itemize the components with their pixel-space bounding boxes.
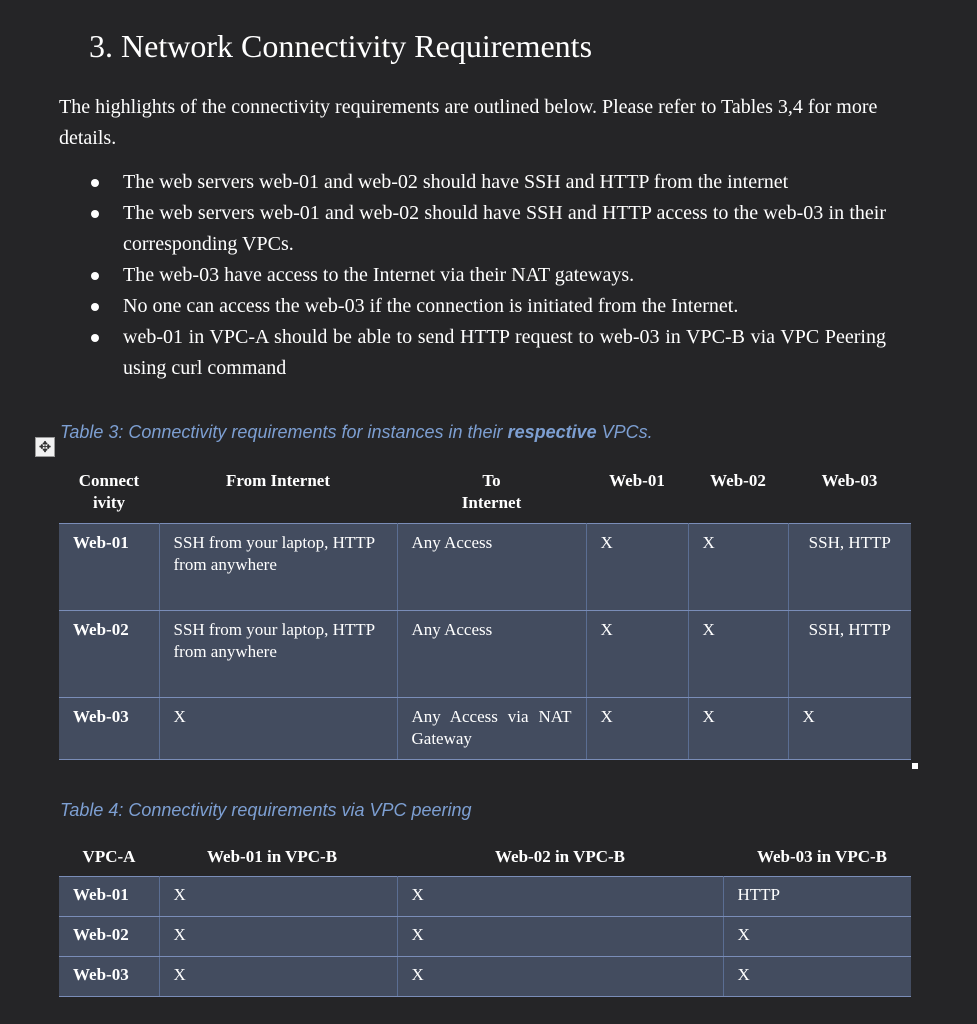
row-header: Web-03 [59, 697, 159, 759]
column-header: Connect ivity [78, 471, 140, 512]
list-item: web-01 in VPC-A should be able to send HTTP request to web-03 in VPC-B via VPC Peering using curl command [91, 322, 886, 384]
table-cell: X [586, 523, 688, 610]
cell-text: SSH from your laptop, HTTP [173, 619, 376, 639]
column-header: Web-01 [609, 471, 665, 490]
row-header: Web-03 [59, 956, 159, 996]
table-cell [159, 523, 397, 610]
requirements-list [91, 167, 886, 384]
list-item: The web servers web-01 and web-02 should have SSH and HTTP from the internet [91, 167, 886, 198]
caption-text: Table 3: Connectivity requirements for instances in their [60, 422, 508, 442]
section-heading: 3. Network Connectivity Requirements [89, 28, 593, 64]
row-header: Web-01 [59, 876, 159, 916]
table-cell: HTTP [723, 876, 911, 916]
table-cell: X [586, 610, 688, 697]
table-cell: X [788, 697, 911, 759]
caption-text: VPCs. [596, 422, 653, 442]
intro-paragraph: The highlights of the connectivity requirements are outlined below. Please refer to Tables 3,4 for more details. [59, 96, 878, 149]
column-header: VPC-A [82, 847, 136, 866]
row-header: Web-01 [59, 523, 159, 610]
column-header: From Internet [225, 471, 331, 490]
cell-text: from anywhere [173, 641, 277, 661]
column-header: Web-02 [710, 471, 766, 490]
cell-text: X [173, 706, 186, 726]
table-cell: X [159, 956, 397, 996]
table-row [59, 916, 911, 956]
row-header: Web-02 [59, 916, 159, 956]
table-cell: X [688, 523, 788, 610]
table-cell: Any Access [397, 610, 586, 697]
table-cell: X [397, 956, 723, 996]
table-cell: Any Access [397, 523, 586, 610]
table-cell: X [723, 956, 911, 996]
table-header-row [59, 846, 911, 876]
list-item: The web-03 have access to the Internet via their NAT gateways. [91, 260, 886, 291]
column-header: Web-03 [821, 471, 878, 490]
table-row [59, 697, 911, 759]
column-header: Web-01 in VPC-B [207, 847, 338, 866]
table-cell [159, 610, 397, 697]
table-cell [159, 697, 397, 759]
table-header-row [59, 468, 911, 523]
table-cell: X [586, 697, 688, 759]
table4-caption: Table 4: Connectivity requirements via VPC peering [60, 800, 472, 820]
table-row [59, 956, 911, 996]
column-header: Web-03 in VPC-B [756, 847, 887, 866]
cell-text: SSH from your laptop, HTTP [173, 532, 376, 552]
caption-bold: respective [507, 422, 597, 442]
table-cell: X [397, 876, 723, 916]
table-row [59, 523, 911, 610]
list-item: No one can access the web-03 if the connection is initiated from the Internet. [91, 291, 886, 322]
row-header: Web-02 [59, 610, 159, 697]
column-header: Web-02 in VPC-B [494, 847, 626, 866]
column-header: To Internet [461, 471, 522, 512]
table-cell: X [159, 876, 397, 916]
table-cell: SSH, HTTP [788, 523, 911, 610]
cell-text: from anywhere [173, 554, 277, 574]
table4 [59, 846, 911, 997]
move-icon[interactable]: ✥ [35, 437, 55, 457]
table-cell: X [688, 697, 788, 759]
table-cell: X [723, 916, 911, 956]
resize-handle[interactable] [912, 763, 918, 769]
table-cell: X [159, 916, 397, 956]
table-cell: X [688, 610, 788, 697]
table-cell: X [397, 916, 723, 956]
table-row [59, 876, 911, 916]
list-item: The web servers web-01 and web-02 should have SSH and HTTP access to the web-03 in their corresponding VPCs. [91, 198, 886, 260]
table-row [59, 610, 911, 697]
table3-caption [60, 421, 653, 443]
table-cell: Any Access via NAT Gateway [397, 697, 586, 759]
table3 [59, 468, 911, 760]
table-cell: SSH, HTTP [788, 610, 911, 697]
